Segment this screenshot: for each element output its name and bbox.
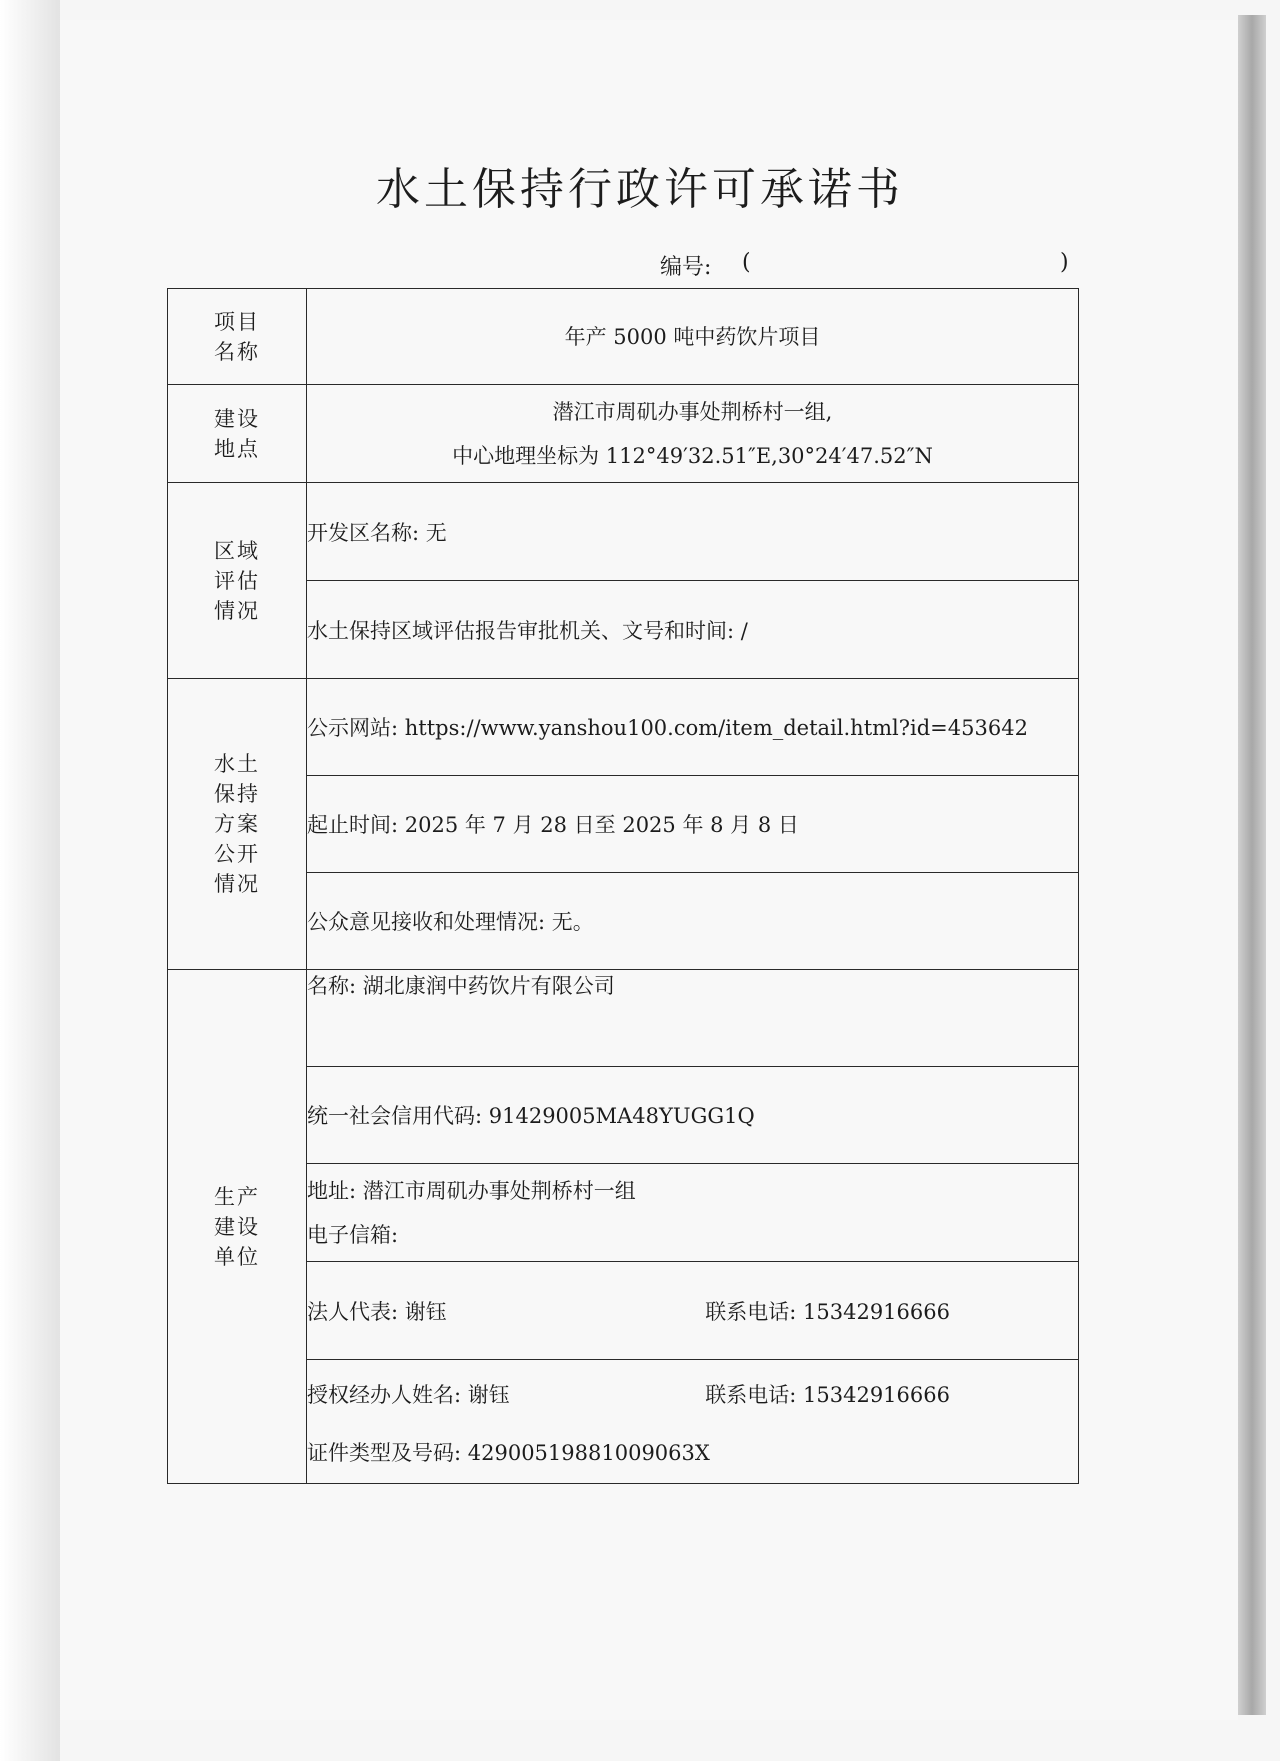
value-legal-rep: 法人代表: 谢钰 <box>307 1299 447 1324</box>
value-zone-name: 开发区名称: 无 <box>307 483 1079 581</box>
scan-left-margin <box>0 0 60 1761</box>
serial-number <box>660 250 1080 284</box>
serial-close-paren: ) <box>1060 250 1069 275</box>
row-project-name <box>168 289 1079 385</box>
value-eval-approval: 水土保持区域评估报告审批机关、文号和时间: / <box>307 581 1079 679</box>
value-id-doc: 证件类型及号码: 42900519881009063X <box>307 1440 710 1465</box>
label-disclosure: 水土 保持 方案 公开 情况 <box>168 679 307 970</box>
value-project-name: 年产 5000 吨中药饮片项目 <box>307 289 1079 385</box>
location-coordinates: 中心地理坐标为 112°49′32.51″E,30°24′47.52″N <box>452 443 933 468</box>
commitment-form-table <box>167 288 1079 1484</box>
document-title: 水土保持行政许可承诺书 <box>376 164 904 215</box>
value-email: 电子信箱: <box>307 1222 399 1247</box>
value-agent: 授权经办人姓名: 谢钰 <box>307 1382 510 1407</box>
row-unit-name <box>168 970 1079 1067</box>
value-legal-phone: 联系电话: 15342916666 <box>705 1299 950 1324</box>
row-website <box>168 679 1079 776</box>
label-location: 建设 地点 <box>168 385 307 483</box>
value-agent-row <box>307 1360 1079 1484</box>
value-unit-name: 名称: 湖北康润中药饮片有限公司 <box>307 970 1079 1067</box>
label-area-eval: 区域 评估 情况 <box>168 483 307 679</box>
value-website: 公示网站: https://www.yanshou100.com/item_detail.html?id=453642 <box>307 679 1079 776</box>
value-feedback: 公众意见接收和处理情况: 无。 <box>307 873 1079 970</box>
label-unit: 生产 建设 单位 <box>168 970 307 1484</box>
value-location <box>307 385 1079 483</box>
row-zone <box>168 483 1079 581</box>
serial-label: 编号: <box>660 255 712 280</box>
location-address: 潜江市周矶办事处荆桥村一组, <box>552 399 833 424</box>
value-agent-phone: 联系电话: 15342916666 <box>705 1382 950 1407</box>
value-legal-rep-row <box>307 1262 1079 1360</box>
row-location <box>168 385 1079 483</box>
serial-open-paren: ( <box>742 250 751 275</box>
scan-right-shadow <box>1238 15 1266 1715</box>
label-project-name: 项目 名称 <box>168 289 307 385</box>
value-address: 地址: 潜江市周矶办事处荆桥村一组 <box>307 1178 636 1203</box>
value-credit-code: 统一社会信用代码: 91429005MA48YUGG1Q <box>307 1067 1079 1164</box>
value-address-email <box>307 1164 1079 1262</box>
value-period: 起止时间: 2025 年 7 月 28 日至 2025 年 8 月 8 日 <box>307 776 1079 873</box>
